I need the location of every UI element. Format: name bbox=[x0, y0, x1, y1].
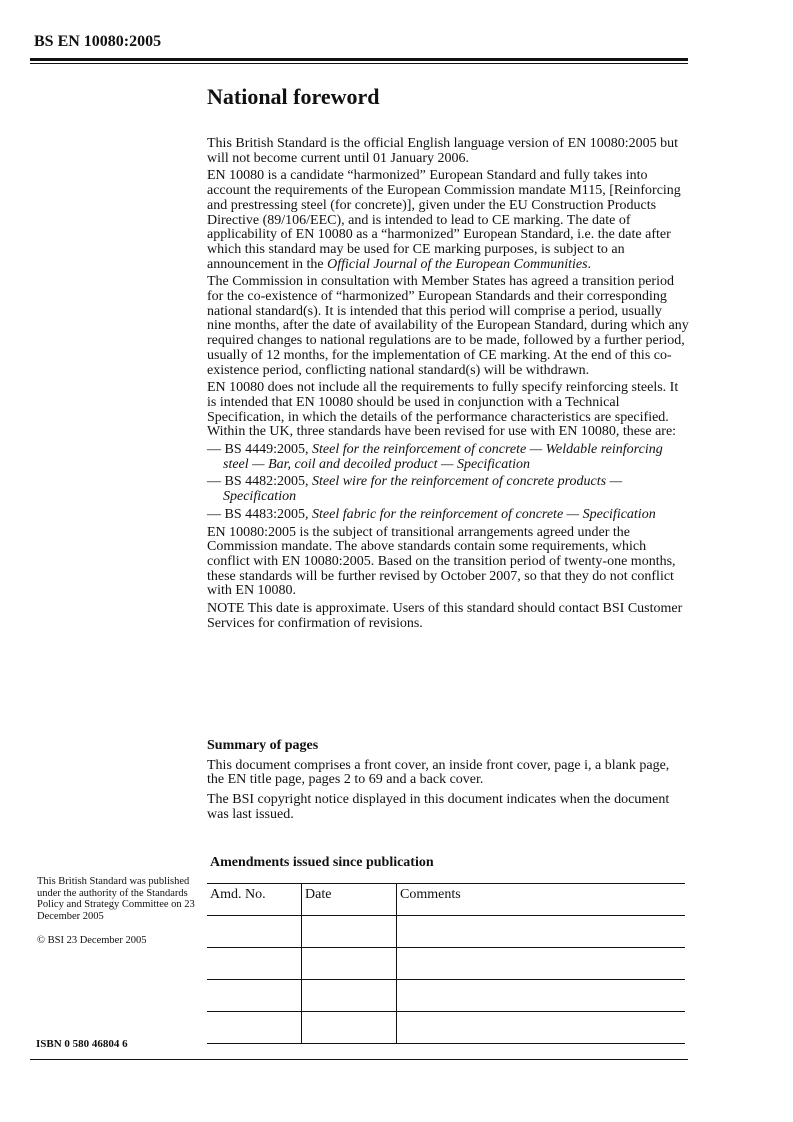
footer-rule bbox=[30, 1059, 688, 1060]
header-rule-thick bbox=[30, 58, 688, 61]
note: NOTE This date is approximate. Users of this standard should contact BSI Customer Services for confirmation of revisions. bbox=[207, 601, 683, 631]
list-item bbox=[207, 443, 689, 472]
standard-title: Steel for the reinforcement of concrete — Weldable reinforcing steel — Bar, coil and decoiled product — Specification bbox=[223, 442, 663, 472]
list-item bbox=[207, 475, 689, 504]
paragraph: EN 10080:2005 is the subject of transitional arrangements agreed under the Commission mandate. The above standards contain some requirements, which conflict with EN 10080:2005. Based on the transition period of twenty-one months, these standards will be further revised by October 2007, so that they do not conflict with EN 10080. bbox=[207, 524, 676, 599]
standard-title: Steel fabric for the reinforcement of concrete — Specification bbox=[312, 506, 656, 522]
foreword-body bbox=[207, 137, 689, 635]
table-row bbox=[207, 916, 685, 948]
paragraph: EN 10080 does not include all the requirements to fully specify reinforcing steels. It is intended that EN 10080 should be used in conjunction with a Technical Specification, in which the details of the performance characteristics are specified. Within the UK, three standards have been revised for use with EN 10080, these are: bbox=[207, 380, 679, 440]
table-header-row bbox=[207, 884, 685, 916]
column-header: Comments bbox=[397, 884, 686, 916]
amendments-title: Amendments issued since publication bbox=[210, 855, 434, 870]
summary-of-pages bbox=[207, 739, 689, 828]
text: EN 10080 is a candidate “harmonized” European Standard and fully takes into account the requirements of the European Commission mandate M115, [Reinforcing and prestressing steel (for concrete)], given under the EU Construction Products Directive (89/106/EEC), and is intended to lead to CE marking. The date of applicability of EN 10080 as a “harmonized” European Standard, i.e. the date after which this standard may be used for CE marking purposes, is subject to an announcement in the bbox=[207, 168, 681, 272]
column-header: Amd. No. bbox=[207, 884, 302, 916]
paragraph bbox=[207, 169, 689, 272]
paragraph: This document comprises a front cover, an inside front cover, page i, a blank page, the EN title page, pages 2 to 69 and a back cover. bbox=[207, 757, 670, 788]
publication-note: This British Standard was published under the authority of the Standards Policy and Strategy Committee on 23 December 2005 bbox=[37, 876, 195, 922]
standard-ref: — BS 4483:2005, bbox=[207, 506, 313, 522]
paragraph: The BSI copyright notice displayed in this document indicates when the document was last issued. bbox=[207, 792, 670, 822]
paragraph: The Commission in consultation with Member States has agreed a transition period for the co-existence of “harmonized” European Standards and their corresponding national standard(s). It is intended that this period will comprise a period, usually nine months, after the date of availability of the European Standard, during which any required changes to national regulations are to be made, followed by a further period, usually of 12 months, for the implementation of CE marking. At the end of this co-existence period, conflicting national standard(s) will be withdrawn. bbox=[207, 274, 689, 378]
table-row bbox=[207, 948, 685, 980]
header-rule-thin bbox=[30, 63, 688, 64]
document-id-header: BS EN 10080:2005 bbox=[34, 33, 162, 50]
standard-ref: — BS 4449:2005, bbox=[207, 442, 313, 458]
amendments-table bbox=[207, 883, 685, 1044]
list-item bbox=[207, 508, 689, 523]
standard-title: Steel wire for the reinforcement of concrete products — Specification bbox=[223, 474, 623, 505]
paragraph: This British Standard is the official English language version of EN 10080:2005 but will not become current until 01 January 2006. bbox=[207, 136, 679, 166]
table-row bbox=[207, 1012, 685, 1044]
summary-heading: Summary of pages bbox=[207, 738, 319, 753]
table-row bbox=[207, 980, 685, 1012]
publication-sidebar bbox=[37, 876, 197, 960]
journal-title: Official Journal of the European Communities bbox=[327, 256, 588, 272]
copyright-note: © BSI 23 December 2005 bbox=[37, 935, 147, 946]
column-header: Date bbox=[302, 884, 397, 916]
page-title: National foreword bbox=[207, 84, 380, 109]
isbn: ISBN 0 580 46804 6 bbox=[36, 1038, 128, 1050]
standard-ref: — BS 4482:2005, bbox=[207, 474, 313, 490]
text: . bbox=[587, 256, 592, 272]
